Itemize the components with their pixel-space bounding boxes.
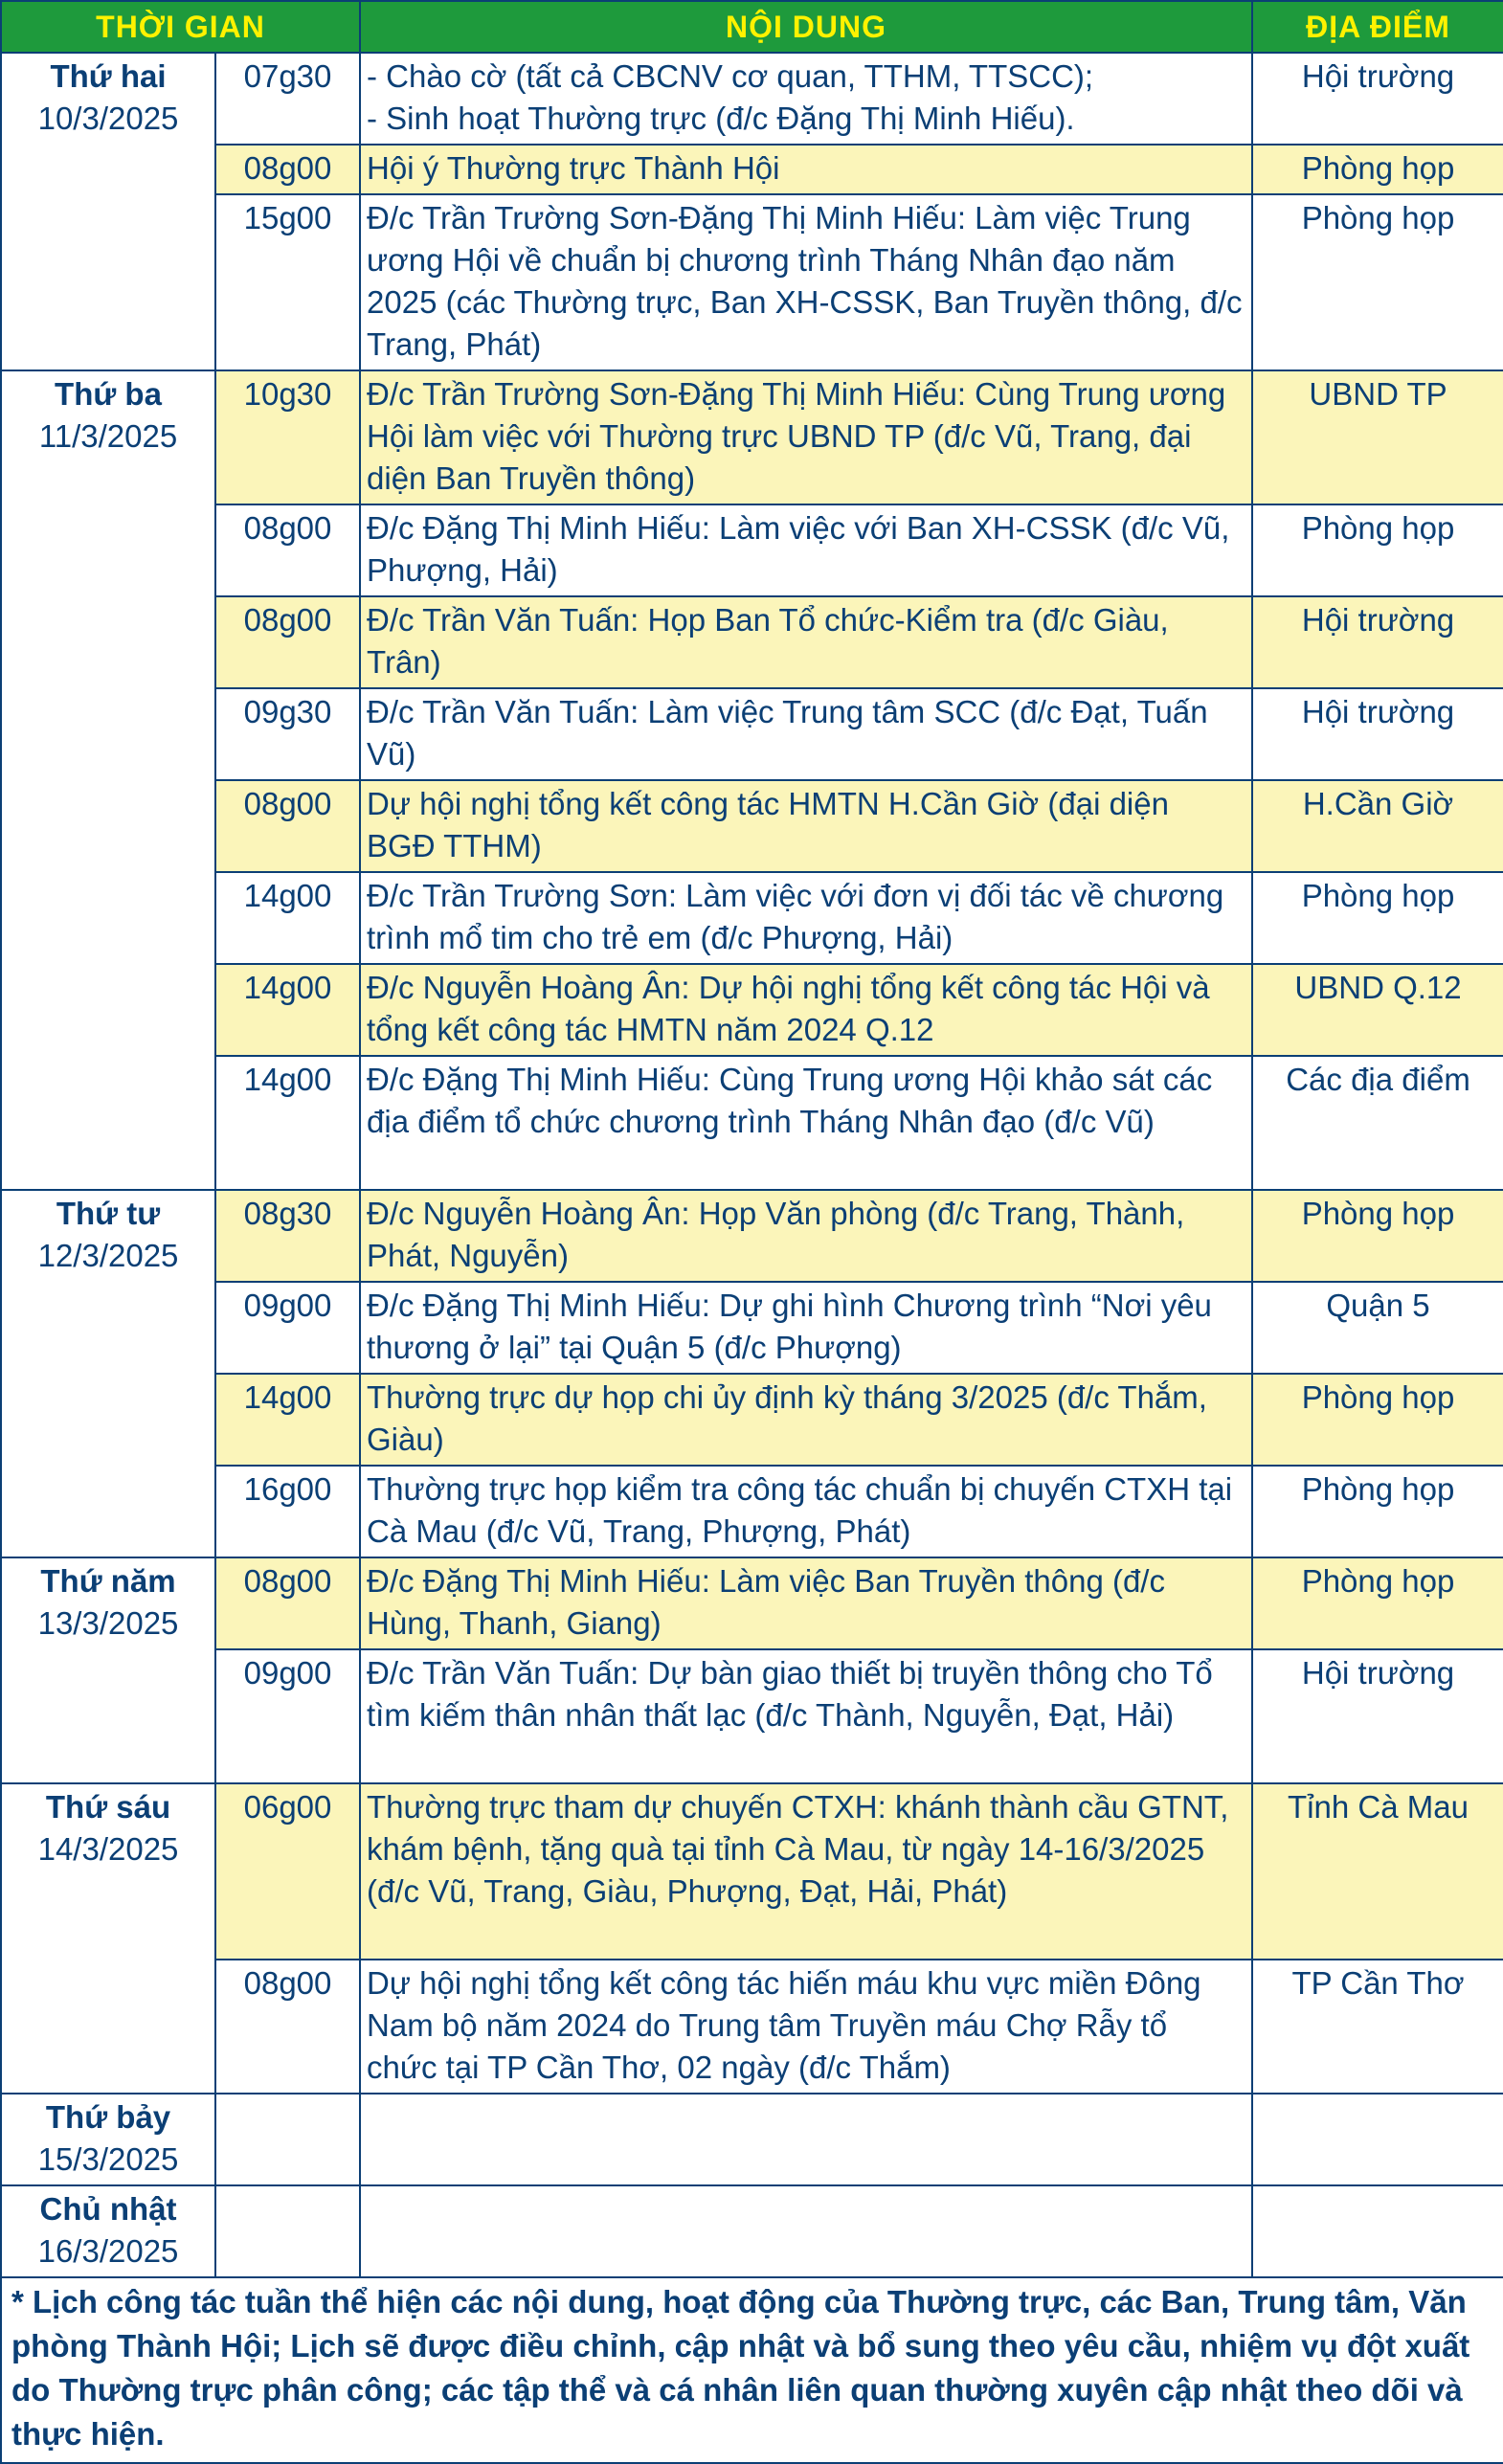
schedule-row <box>1 964 1503 1056</box>
schedule-row <box>1 1466 1503 1557</box>
event-time: 06g00 <box>215 1783 360 1960</box>
schedule-row <box>1 1783 1503 1960</box>
schedule-row <box>1 780 1503 872</box>
day-cell <box>1 1190 215 1557</box>
header-time: THỜI GIAN <box>1 1 360 53</box>
event-place: Phòng họp <box>1252 1557 1503 1649</box>
event-time: 15g00 <box>215 194 360 370</box>
day-date: 14/3/2025 <box>37 1831 179 1867</box>
event-place: H.Cần Giờ <box>1252 780 1503 872</box>
note-row <box>1 2277 1503 2463</box>
event-content: Đ/c Trần Trường Sơn-Đặng Thị Minh Hiếu: Cùng Trung ương Hội làm việc với Thường trực UBND TP (đ/c Vũ, Trang, đại diện Ban Truyền thông) <box>360 370 1252 504</box>
event-content: Thường trực tham dự chuyến CTXH: khánh thành cầu GTNT, khám bệnh, tặng quà tại tỉnh Cà Mau, từ ngày 14-16/3/2025 (đ/c Vũ, Trang, Giàu, Phượng, Đạt, Hải, Phát) <box>360 1783 1252 1960</box>
event-content: - Chào cờ (tất cả CBCNV cơ quan, TTHM, TTSCC); - Sinh hoạt Thường trực (đ/c Đặng Thị Minh Hiếu). <box>360 53 1252 145</box>
day-date: 13/3/2025 <box>37 1605 179 1641</box>
event-place <box>1252 2094 1503 2185</box>
day-date: 12/3/2025 <box>37 1238 179 1273</box>
day-name: Thứ hai <box>50 58 167 94</box>
event-time: 08g30 <box>215 1190 360 1282</box>
event-time: 14g00 <box>215 1374 360 1466</box>
event-content: Đ/c Trần Trường Sơn-Đặng Thị Minh Hiếu: Làm việc Trung ương Hội về chuẩn bị chương trình Tháng Nhân đạo năm 2025 (các Thường trực, Ban XH-CSSK, Ban Truyền thông, đ/c Trang, Phát) <box>360 194 1252 370</box>
day-cell <box>1 2094 215 2185</box>
event-place <box>1252 2185 1503 2277</box>
day-name: Thứ năm <box>40 1563 176 1599</box>
event-place: Phòng họp <box>1252 1190 1503 1282</box>
header-row <box>1 1 1503 53</box>
event-place: Phòng họp <box>1252 194 1503 370</box>
day-cell <box>1 2185 215 2277</box>
schedule-row <box>1 194 1503 370</box>
schedule-row <box>1 504 1503 596</box>
event-place: Hội trường <box>1252 53 1503 145</box>
schedule-row <box>1 53 1503 145</box>
schedule-row <box>1 2185 1503 2277</box>
event-place: Hội trường <box>1252 596 1503 688</box>
schedule-row <box>1 1056 1503 1190</box>
day-name: Thứ bảy <box>45 2099 171 2135</box>
event-time: 14g00 <box>215 964 360 1056</box>
event-content: Đ/c Trần Văn Tuấn: Họp Ban Tổ chức-Kiểm tra (đ/c Giàu, Trân) <box>360 596 1252 688</box>
event-content: Dự hội nghị tổng kết công tác hiến máu khu vực miền Đông Nam bộ năm 2024 do Trung tâm Truyền máu Chợ Rẫy tổ chức tại TP Cần Thơ, 02 ngày (đ/c Thắm) <box>360 1960 1252 2094</box>
event-place: Phòng họp <box>1252 872 1503 964</box>
day-date: 11/3/2025 <box>38 418 178 454</box>
event-content: Thường trực dự họp chi ủy định kỳ tháng 3/2025 (đ/c Thắm, Giàu) <box>360 1374 1252 1466</box>
event-place: Hội trường <box>1252 1649 1503 1783</box>
event-place: Phòng họp <box>1252 504 1503 596</box>
event-time: 08g00 <box>215 145 360 194</box>
schedule-row <box>1 1282 1503 1374</box>
header-place: ĐỊA ĐIỂM <box>1252 1 1503 53</box>
event-time: 10g30 <box>215 370 360 504</box>
event-place: UBND TP <box>1252 370 1503 504</box>
schedule-row <box>1 1190 1503 1282</box>
event-place: UBND Q.12 <box>1252 964 1503 1056</box>
event-place: Tỉnh Cà Mau <box>1252 1783 1503 1960</box>
event-time: 16g00 <box>215 1466 360 1557</box>
schedule-row <box>1 872 1503 964</box>
event-place: Phòng họp <box>1252 1466 1503 1557</box>
event-content: Đ/c Đặng Thị Minh Hiếu: Cùng Trung ương Hội khảo sát các địa điểm tổ chức chương trình Tháng Nhân đạo (đ/c Vũ) <box>360 1056 1252 1190</box>
event-time: 08g00 <box>215 1960 360 2094</box>
day-cell <box>1 1783 215 2094</box>
schedule-row <box>1 1649 1503 1783</box>
event-time: 14g00 <box>215 872 360 964</box>
day-cell <box>1 370 215 1190</box>
event-content: Đ/c Đặng Thị Minh Hiếu: Dự ghi hình Chương trình “Nơi yêu thương ở lại” tại Quận 5 (đ/c Phượng) <box>360 1282 1252 1374</box>
event-time: 07g30 <box>215 53 360 145</box>
event-content: Đ/c Đặng Thị Minh Hiếu: Làm việc Ban Truyền thông (đ/c Hùng, Thanh, Giang) <box>360 1557 1252 1649</box>
event-time <box>215 2094 360 2185</box>
event-content: Hội ý Thường trực Thành Hội <box>360 145 1252 194</box>
event-place: Phòng họp <box>1252 145 1503 194</box>
event-content: Đ/c Trần Văn Tuấn: Làm việc Trung tâm SCC (đ/c Đạt, Tuấn Vũ) <box>360 688 1252 780</box>
event-time: 08g00 <box>215 504 360 596</box>
event-content: Dự hội nghị tổng kết công tác HMTN H.Cần Giờ (đại diện BGĐ TTHM) <box>360 780 1252 872</box>
event-content <box>360 2185 1252 2277</box>
day-date: 15/3/2025 <box>37 2141 179 2177</box>
schedule-body <box>1 53 1503 2277</box>
event-time: 08g00 <box>215 780 360 872</box>
event-place: Phòng họp <box>1252 1374 1503 1466</box>
day-name: Thứ tư <box>56 1196 161 1231</box>
schedule-row <box>1 596 1503 688</box>
day-name: Thứ ba <box>55 376 162 412</box>
day-cell <box>1 53 215 370</box>
schedule-row <box>1 1557 1503 1649</box>
footnote: * Lịch công tác tuần thể hiện các nội dung, hoạt động của Thường trực, các Ban, Trung tâm, Văn phòng Thành Hội; Lịch sẽ được điều chỉnh, cập nhật và bổ sung theo yêu cầu, nhiệm vụ đột xuất do Thường trực phân công; các tập thể và cá nhân liên quan thường xuyên cập nhật theo dõi và thực hiện. <box>1 2277 1503 2463</box>
schedule-row <box>1 1960 1503 2094</box>
header-content: NỘI DUNG <box>360 1 1252 53</box>
schedule-row <box>1 2094 1503 2185</box>
event-content: Đ/c Nguyễn Hoàng Ân: Họp Văn phòng (đ/c Trang, Thành, Phát, Nguyễn) <box>360 1190 1252 1282</box>
event-place: Hội trường <box>1252 688 1503 780</box>
event-time: 08g00 <box>215 1557 360 1649</box>
event-time: 09g00 <box>215 1649 360 1783</box>
day-name: Chủ nhật <box>39 2191 177 2227</box>
day-name: Thứ sáu <box>45 1789 171 1825</box>
event-place: Quận 5 <box>1252 1282 1503 1374</box>
event-time: 08g00 <box>215 596 360 688</box>
event-content: Đ/c Đặng Thị Minh Hiếu: Làm việc với Ban XH-CSSK (đ/c Vũ, Phượng, Hải) <box>360 504 1252 596</box>
event-content: Đ/c Nguyễn Hoàng Ân: Dự hội nghị tổng kết công tác Hội và tổng kết công tác HMTN năm 2024 Q.12 <box>360 964 1252 1056</box>
event-content <box>360 2094 1252 2185</box>
event-place: Các địa điểm <box>1252 1056 1503 1190</box>
schedule-row <box>1 370 1503 504</box>
event-time <box>215 2185 360 2277</box>
event-content: Thường trực họp kiểm tra công tác chuẩn bị chuyến CTXH tại Cà Mau (đ/c Vũ, Trang, Phượng, Phát) <box>360 1466 1252 1557</box>
day-cell <box>1 1557 215 1783</box>
event-time: 09g00 <box>215 1282 360 1374</box>
event-time: 14g00 <box>215 1056 360 1190</box>
day-date: 10/3/2025 <box>37 101 179 136</box>
day-date: 16/3/2025 <box>37 2233 179 2269</box>
event-time: 09g30 <box>215 688 360 780</box>
schedule-row <box>1 145 1503 194</box>
event-content: Đ/c Trần Trường Sơn: Làm việc với đơn vị đối tác về chương trình mổ tim cho trẻ em (đ/c Phượng, Hải) <box>360 872 1252 964</box>
event-place: TP Cần Thơ <box>1252 1960 1503 2094</box>
schedule-row <box>1 688 1503 780</box>
event-content: Đ/c Trần Văn Tuấn: Dự bàn giao thiết bị truyền thông cho Tổ tìm kiếm thân nhân thất lạc (đ/c Thành, Nguyễn, Đạt, Hải) <box>360 1649 1252 1783</box>
schedule-row <box>1 1374 1503 1466</box>
